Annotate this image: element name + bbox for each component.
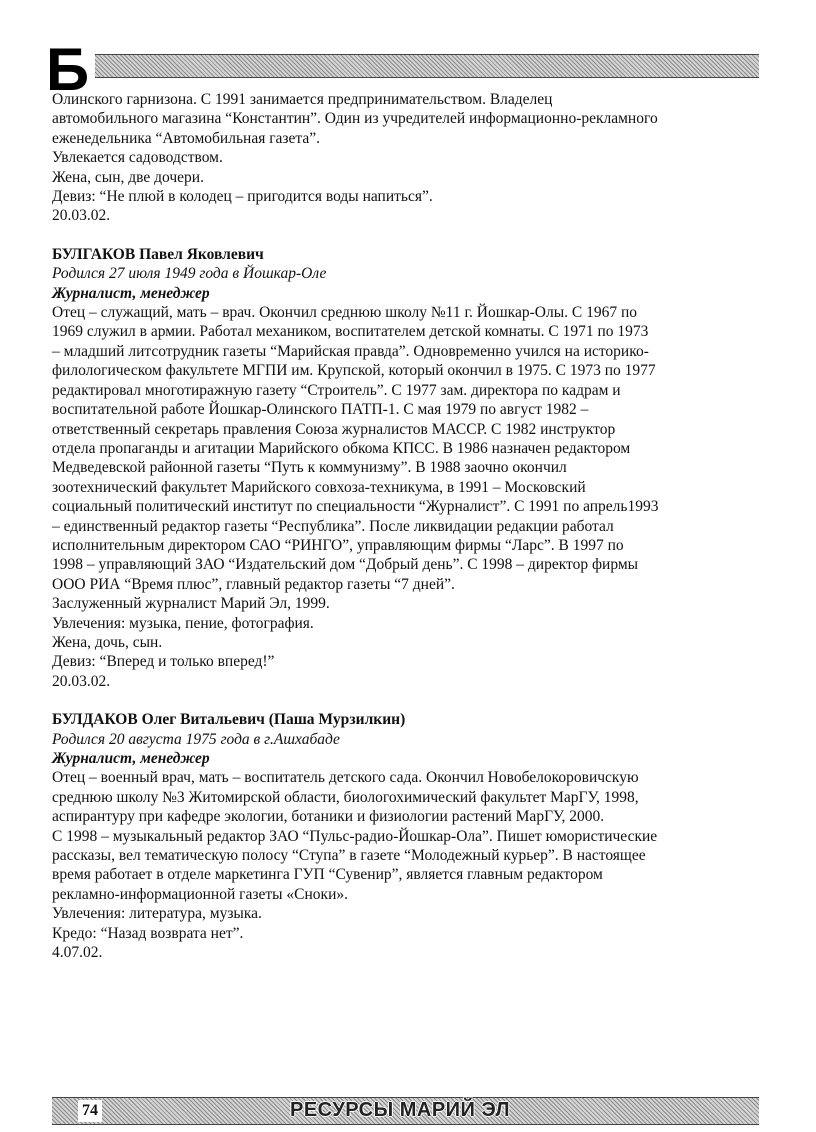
text-line: ответственный секретарь правления Союза журналистов МАССР. С 1982 инструктор	[52, 420, 616, 438]
birth-info: Родился 20 августа 1975 года в г.Ашхабаде	[52, 730, 340, 748]
text-line: Жена, сын, две дочери.	[52, 168, 204, 186]
text-line: 20.03.02.	[52, 672, 111, 690]
text-line: Увлечения: музыка, пение, фотография.	[52, 614, 314, 632]
page-content	[52, 90, 772, 962]
birth-info: Родился 27 июля 1949 года в Йошкар-Оле	[52, 265, 327, 283]
text-line: автомобильного магазина “Константин”. Один из учредителей информационно-рекламного	[52, 110, 658, 128]
text-line: рассказы, вел тематическую полосу “Ступа” в газете “Молодежный курьер”. В настоящее	[52, 847, 646, 865]
profession: Журналист, менеджер	[52, 284, 210, 302]
text-line: – младший литсотрудник газеты “Марийская правда”. Одновременно учился на историко-	[52, 342, 649, 360]
text-line: воспитательной работе Йошкар-Олинского ПАТП-1. С мая 1979 по август 1982 –	[52, 401, 589, 419]
text-line: Девиз: “Не плюй в колодец – пригодится воды напиться”.	[52, 188, 433, 206]
text-line: ООО РИА “Время плюс”, главный редактор газеты “7 дней”.	[52, 575, 455, 593]
text-line: Кредо: “Назад возврата нет”.	[52, 924, 244, 942]
text-line: Отец – военный врач, мать – воспитатель детского сада. Окончил Новобелокоровичскую	[52, 769, 639, 787]
text-line: исполнительным директором САО “РИНГО”, управляющим фирмы “Ларс”. В 1997 по	[52, 536, 624, 554]
text-line: аспирантуру при кафедре экологии, ботаники и физиологии растений МарГУ, 2000.	[52, 808, 605, 826]
text-line: социальный политический институт по специальности “Журналист”. С 1991 по апрель1993	[52, 498, 659, 516]
text-line: время работает в отделе маркетинга ГУП “Сувенир”, является главным редактором	[52, 866, 603, 884]
biography-entry	[52, 245, 772, 691]
biography-entry	[52, 710, 772, 962]
text-line: Заслуженный журналист Марий Эл, 1999.	[52, 595, 330, 613]
text-line: 20.03.02.	[52, 207, 111, 225]
text-line: отдела пропаганды и агитации Марийского обкома КПСС. В 1986 назначен редактором	[52, 439, 631, 457]
section-letter: Б	[46, 36, 90, 103]
text-line: зоотехнический факультет Марийского совхоза-техникума, в 1991 – Московский	[52, 478, 586, 496]
text-line: Девиз: “Вперед и только вперед!”	[52, 653, 275, 671]
text-line: Увлекается садоводством.	[52, 149, 223, 167]
text-line: 4.07.02.	[52, 944, 103, 962]
person-name: БУЛДАКОВ Олег Витальевич (Паша Мурзилкин)	[52, 711, 406, 729]
header-hatched-bar	[95, 54, 759, 78]
text-line: Увлечения: литература, музыка.	[52, 905, 262, 923]
text-line: Медведевской районной газеты “Путь к коммунизму”. В 1988 заочно окончил	[52, 459, 567, 477]
text-line: редактировал многотиражную газету “Строитель”. С 1977 зам. директора по кадрам и	[52, 381, 621, 399]
text-line: среднюю школу №3 Житомирской области, биологохимический факультет МарГУ, 1998,	[52, 788, 639, 806]
text-line: 1998 – управляющий ЗАО “Издательский дом “Добрый день”. С 1998 – директор фирмы	[52, 556, 639, 574]
text-line: Жена, дочь, сын.	[52, 633, 163, 651]
text-line: Олинского гарнизона. С 1991 занимается предпринимательством. Владелец	[52, 91, 553, 108]
person-name: БУЛГАКОВ Павел Яковлевич	[52, 245, 264, 263]
text-line: С 1998 – музыкальный редактор ЗАО “Пульс-радио-Йошкар-Ола”. Пишет юмористические	[52, 827, 658, 845]
text-line: филологическом факультете МГПИ им. Крупской, который окончил в 1975. С 1973 по 1977	[52, 362, 656, 380]
text-line: – единственный редактор газеты “Республика”. После ликвидации редакции работал	[52, 517, 614, 535]
text-line: еженедельника “Автомобильная газета”.	[52, 129, 321, 147]
page-number: 74	[78, 1100, 102, 1122]
text-line: 1969 служил в армии. Работал механиком, воспитателем детской комнаты. С 1971 по 1973	[52, 323, 649, 341]
running-footer-title: РЕСУРСЫ МАРИЙ ЭЛ	[290, 1099, 510, 1121]
profession: Журналист, менеджер	[52, 750, 210, 767]
text-line: рекламно-информационной газеты «Сноки».	[52, 885, 349, 903]
text-line: Отец – служащий, мать – врач. Окончил среднюю школу №11 г. Йошкар-Олы. С 1967 по	[52, 304, 637, 322]
intro-text	[52, 90, 772, 226]
